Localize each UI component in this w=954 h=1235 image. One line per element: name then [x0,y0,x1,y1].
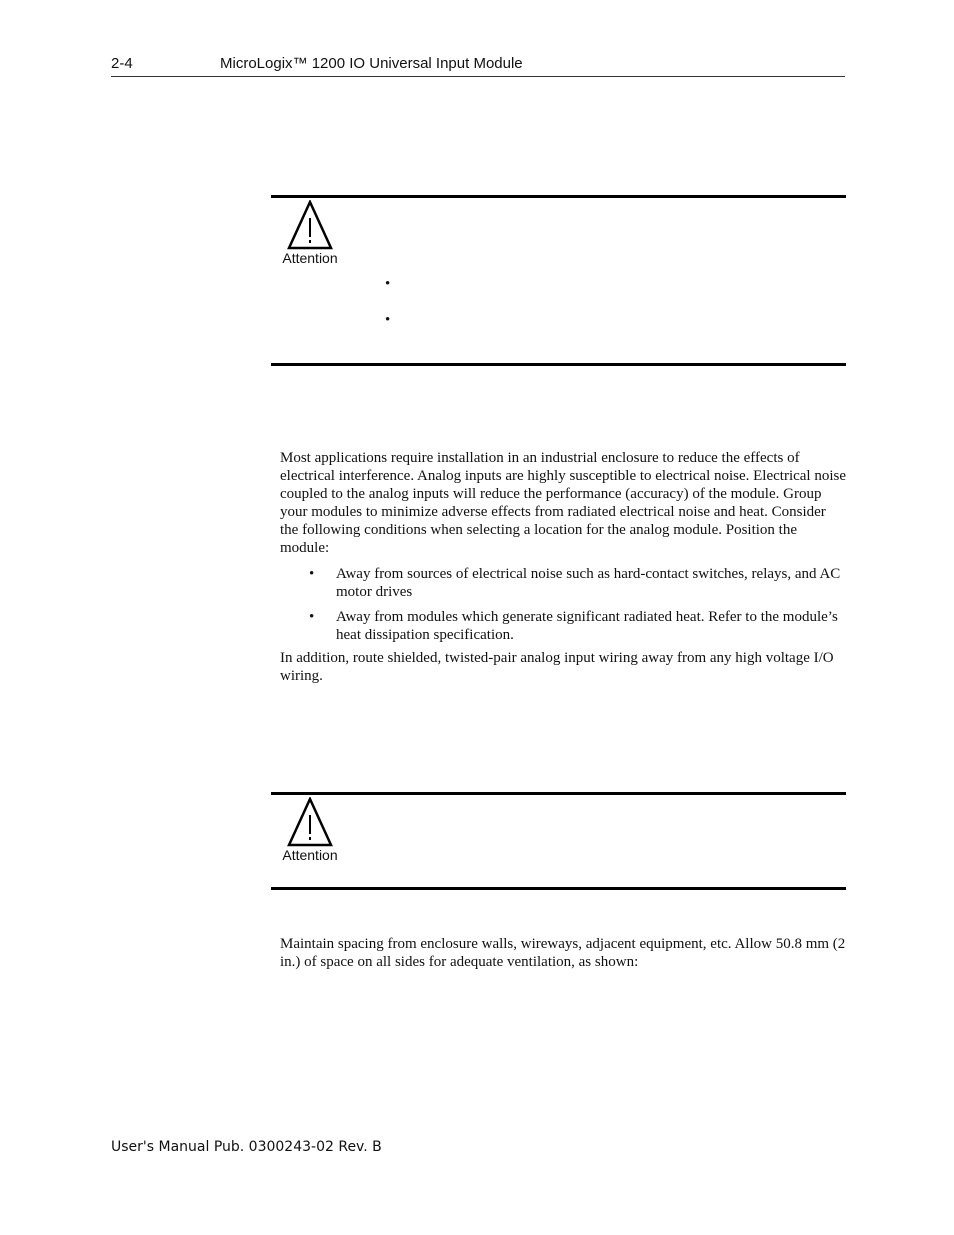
warning-triangle-icon [287,797,333,847]
attention-box [271,792,846,890]
attention-icon-block [281,797,339,863]
list-item-text: Away from modules which generate significant radiated heat. Refer to the module’s heat dissipation specification. [336,609,838,643]
list-item: • Away from sources of electrical noise such as hard-contact switches, relays, and AC motor drives [309,566,841,600]
attention-label: Attention [282,847,338,863]
position-bullet-list [280,565,846,644]
attention-icon-block [281,200,339,266]
page-header [111,55,845,77]
bullet-marker: • [385,276,391,292]
warning-triangle-icon [287,200,333,250]
list-item: • Away from modules which generate significant radiated heat. Refer to the module’s heat dissipation specification. [309,609,838,643]
attention-box [271,195,846,366]
list-item-text: Away from sources of electrical noise such as hard-contact switches, relays, and AC motor drives [336,566,841,600]
attention-label: Attention [282,250,338,266]
bullet-marker: • [385,312,391,328]
wiring-paragraph: In addition, route shielded, twisted-pair analog input wiring away from any high voltage I/O wiring. [280,650,834,684]
spacing-paragraph: Maintain spacing from enclosure walls, wireways, adjacent equipment, etc. Allow 50.8 mm (2 in.) of space on all sides for adequate ventilation, as shown: [280,936,846,970]
document-title: MicroLogix™ 1200 IO Universal Input Module [220,55,523,72]
enclosure-paragraph: Most applications require installation in an industrial enclosure to reduce the effects of electrical interference. Analog inputs are highly susceptible to electrical noise. Electrical noise coupled to the analog inputs will reduce the performance (accuracy) of the module. Group your modules to minimize adverse effects from radiated electrical noise and heat. Consider the following conditions when selecting a location for the analog module. Position the module: [280,450,847,556]
page-footer: User's Manual Pub. 0300243-02 Rev. B [111,1139,382,1155]
page-number: 2-4 [111,55,133,72]
